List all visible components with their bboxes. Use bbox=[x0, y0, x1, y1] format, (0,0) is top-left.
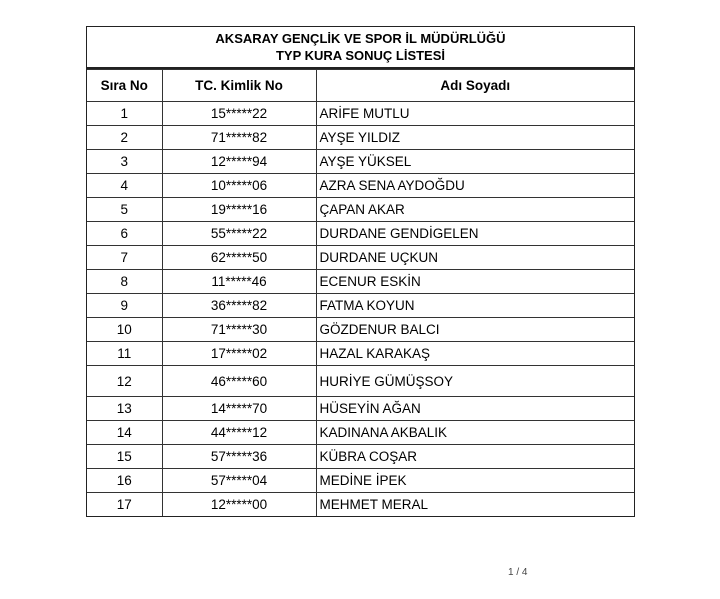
list-title: TYP KURA SONUÇ LİSTESİ bbox=[275, 48, 446, 63]
row-no: 14 bbox=[87, 421, 162, 445]
row-tc: 36*****82 bbox=[162, 294, 316, 318]
table-row bbox=[87, 222, 634, 246]
column-header-no: Sıra No bbox=[87, 70, 162, 102]
row-name: MEHMET MERAL bbox=[316, 493, 634, 517]
results-table bbox=[87, 69, 634, 516]
row-tc: 10*****06 bbox=[162, 174, 316, 198]
row-no: 9 bbox=[87, 294, 162, 318]
table-row bbox=[87, 198, 634, 222]
page-number: 1 / 4 bbox=[508, 567, 528, 578]
row-no: 1 bbox=[87, 102, 162, 126]
table-row bbox=[87, 445, 634, 469]
table-row bbox=[87, 318, 634, 342]
row-name: MEDİNE İPEK bbox=[316, 469, 634, 493]
row-tc: 62*****50 bbox=[162, 246, 316, 270]
row-name: AZRA SENA AYDOĞDU bbox=[316, 174, 634, 198]
row-name: FATMA KOYUN bbox=[316, 294, 634, 318]
row-name: ÇAPAN AKAR bbox=[316, 198, 634, 222]
table-row bbox=[87, 294, 634, 318]
row-no: 13 bbox=[87, 397, 162, 421]
table-row bbox=[87, 342, 634, 366]
row-tc: 14*****70 bbox=[162, 397, 316, 421]
row-tc: 57*****04 bbox=[162, 469, 316, 493]
table-row bbox=[87, 126, 634, 150]
row-name: KÜBRA COŞAR bbox=[316, 445, 634, 469]
table-row bbox=[87, 366, 634, 397]
row-no: 6 bbox=[87, 222, 162, 246]
row-tc: 55*****22 bbox=[162, 222, 316, 246]
table-header-row bbox=[87, 70, 634, 102]
row-tc: 15*****22 bbox=[162, 102, 316, 126]
row-name: DURDANE UÇKUN bbox=[316, 246, 634, 270]
row-no: 7 bbox=[87, 246, 162, 270]
row-no: 8 bbox=[87, 270, 162, 294]
row-tc: 12*****94 bbox=[162, 150, 316, 174]
row-name: HÜSEYİN AĞAN bbox=[316, 397, 634, 421]
table-row bbox=[87, 174, 634, 198]
row-name: HAZAL KARAKAŞ bbox=[316, 342, 634, 366]
column-header-tc: TC. Kimlik No bbox=[162, 70, 316, 102]
row-name: KADINANA AKBALIK bbox=[316, 421, 634, 445]
row-tc: 71*****82 bbox=[162, 126, 316, 150]
row-tc: 57*****36 bbox=[162, 445, 316, 469]
row-tc: 12*****00 bbox=[162, 493, 316, 517]
result-list-document bbox=[86, 26, 635, 517]
row-no: 5 bbox=[87, 198, 162, 222]
row-tc: 44*****12 bbox=[162, 421, 316, 445]
row-tc: 19*****16 bbox=[162, 198, 316, 222]
table-row bbox=[87, 493, 634, 517]
table-row bbox=[87, 246, 634, 270]
row-no: 4 bbox=[87, 174, 162, 198]
row-tc: 11*****46 bbox=[162, 270, 316, 294]
row-no: 11 bbox=[87, 342, 162, 366]
row-no: 15 bbox=[87, 445, 162, 469]
institution-title: AKSARAY GENÇLİK VE SPOR İL MÜDÜRLÜĞÜ bbox=[215, 31, 506, 46]
column-header-name: Adı Soyadı bbox=[316, 70, 634, 102]
row-no: 10 bbox=[87, 318, 162, 342]
row-no: 17 bbox=[87, 493, 162, 517]
table-row bbox=[87, 469, 634, 493]
row-tc: 17*****02 bbox=[162, 342, 316, 366]
table-row bbox=[87, 150, 634, 174]
row-name: DURDANE GENDİGELEN bbox=[316, 222, 634, 246]
row-no: 12 bbox=[87, 366, 162, 397]
table-row bbox=[87, 421, 634, 445]
row-name: AYŞE YILDIZ bbox=[316, 126, 634, 150]
row-no: 3 bbox=[87, 150, 162, 174]
table-row bbox=[87, 270, 634, 294]
row-no: 16 bbox=[87, 469, 162, 493]
row-tc: 46*****60 bbox=[162, 366, 316, 397]
row-tc: 71*****30 bbox=[162, 318, 316, 342]
document-header bbox=[87, 27, 634, 69]
table-row bbox=[87, 102, 634, 126]
row-name: AYŞE YÜKSEL bbox=[316, 150, 634, 174]
row-name: HURİYE GÜMÜŞSOY bbox=[316, 366, 634, 397]
row-name: ECENUR ESKİN bbox=[316, 270, 634, 294]
row-no: 2 bbox=[87, 126, 162, 150]
table-row bbox=[87, 397, 634, 421]
row-name: ARİFE MUTLU bbox=[316, 102, 634, 126]
row-name: GÖZDENUR BALCI bbox=[316, 318, 634, 342]
